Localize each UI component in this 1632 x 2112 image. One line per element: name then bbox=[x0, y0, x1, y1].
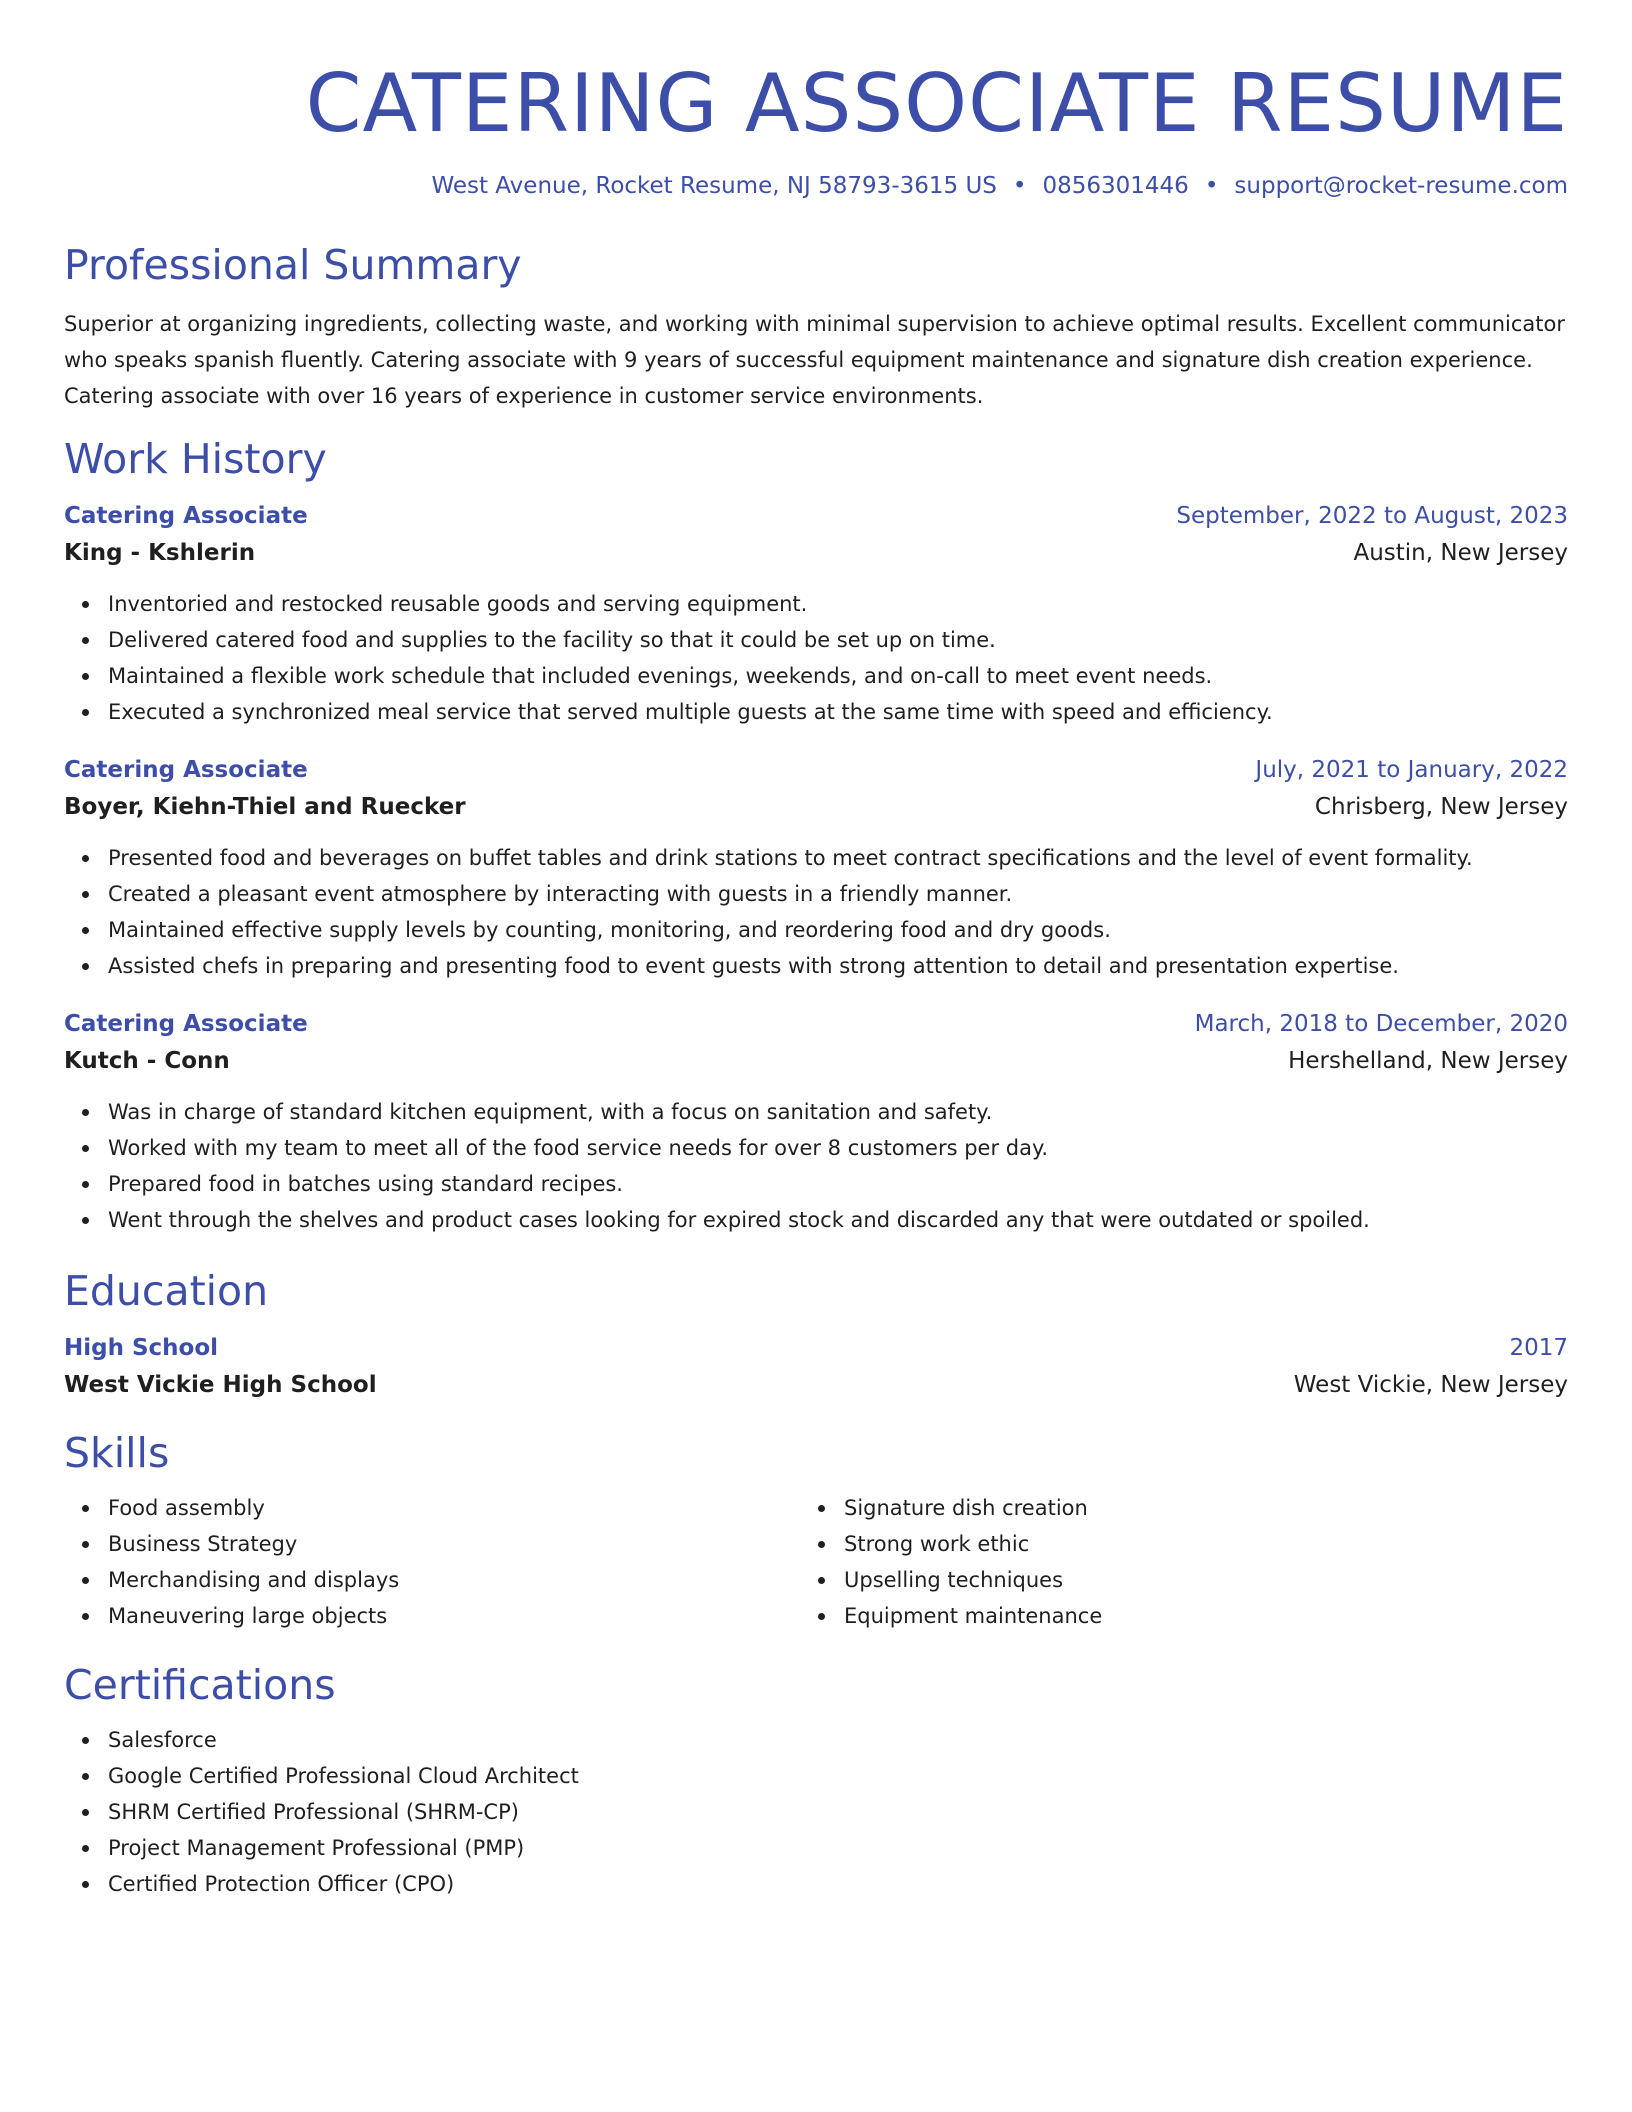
list-item: Certified Protection Officer (CPO) bbox=[64, 1866, 1568, 1902]
job-company: Boyer, Kiehn-Thiel and Ruecker bbox=[64, 794, 466, 820]
education-entry bbox=[64, 1330, 1568, 1404]
professional-summary-section bbox=[64, 240, 1568, 414]
job-bullets bbox=[64, 586, 1568, 730]
skills-columns bbox=[64, 1490, 1568, 1634]
job-location: Hershelland, New Jersey bbox=[1288, 1048, 1568, 1074]
list-item: Upselling techniques bbox=[800, 1562, 1536, 1598]
contact-separator: • bbox=[1204, 173, 1219, 199]
job-position: Catering Associate bbox=[64, 1011, 308, 1037]
list-item: Went through the shelves and product cases looking for expired stock and discarded any that were outdated or spoiled. bbox=[64, 1202, 1568, 1238]
education-header-row bbox=[64, 1330, 1568, 1366]
job-header-row bbox=[64, 752, 1568, 788]
job-company: Kutch - Conn bbox=[64, 1048, 230, 1074]
work-history-section bbox=[64, 434, 1568, 1238]
job-bullets bbox=[64, 840, 1568, 984]
job-company-row bbox=[64, 1042, 1568, 1080]
list-item: Was in charge of standard kitchen equipment, with a focus on sanitation and safety. bbox=[64, 1094, 1568, 1130]
section-title: Certifications bbox=[64, 1661, 336, 1709]
list-item: Equipment maintenance bbox=[800, 1598, 1536, 1634]
list-item: Salesforce bbox=[64, 1722, 1568, 1758]
certifications-list bbox=[64, 1722, 1568, 1902]
job-dates: July, 2021 to January, 2022 bbox=[1255, 757, 1568, 783]
summary-text: Superior at organizing ingredients, collecting waste, and working with minimal supervision to achieve optimal results. Excellent communicator who speaks spanish fluently. Catering associate with 9 years of successful equipment maintenance and signature dish creation experience. Catering associate with over 16 years of experience in customer service environments. bbox=[64, 312, 1565, 408]
job-entry bbox=[64, 498, 1568, 730]
list-item: Delivered catered food and supplies to the facility so that it could be set up on time. bbox=[64, 622, 1568, 658]
list-item: Executed a synchronized meal service that served multiple guests at the same time with speed and efficiency. bbox=[64, 694, 1568, 730]
job-bullets bbox=[64, 1094, 1568, 1238]
section-title: Professional Summary bbox=[64, 241, 522, 289]
job-dates: March, 2018 to December, 2020 bbox=[1194, 1011, 1568, 1037]
contact-separator: • bbox=[1012, 173, 1027, 199]
job-header-row bbox=[64, 1006, 1568, 1042]
resume-title: CATERING ASSOCIATE RESUME bbox=[305, 57, 1568, 150]
job-company: King - Kshlerin bbox=[64, 540, 256, 566]
list-item: Created a pleasant event atmosphere by interacting with guests in a friendly manner. bbox=[64, 876, 1568, 912]
list-item: Merchandising and displays bbox=[64, 1562, 800, 1598]
job-dates: September, 2022 to August, 2023 bbox=[1176, 503, 1568, 529]
list-item: SHRM Certified Professional (SHRM-CP) bbox=[64, 1794, 1568, 1830]
education-year: 2017 bbox=[1509, 1335, 1568, 1361]
section-title: Skills bbox=[64, 1429, 170, 1477]
education-section bbox=[64, 1266, 1568, 1404]
list-item: Strong work ethic bbox=[800, 1526, 1536, 1562]
list-item: Food assembly bbox=[64, 1490, 800, 1526]
resume-header bbox=[64, 56, 1568, 202]
education-location: West Vickie, New Jersey bbox=[1293, 1372, 1568, 1398]
list-item: Maneuvering large objects bbox=[64, 1598, 800, 1634]
section-title: Work History bbox=[64, 435, 327, 483]
job-entry bbox=[64, 1006, 1568, 1238]
list-item: Business Strategy bbox=[64, 1526, 800, 1562]
list-item: Project Management Professional (PMP) bbox=[64, 1830, 1568, 1866]
list-item: Signature dish creation bbox=[800, 1490, 1536, 1526]
job-position: Catering Associate bbox=[64, 757, 308, 783]
list-item: Inventoried and restocked reusable goods and serving equipment. bbox=[64, 586, 1568, 622]
list-item: Maintained a flexible work schedule that included evenings, weekends, and on-call to meet event needs. bbox=[64, 658, 1568, 694]
contact-address: West Avenue, Rocket Resume, NJ 58793-3615 US bbox=[431, 173, 997, 199]
job-company-row bbox=[64, 534, 1568, 572]
education-school: West Vickie High School bbox=[64, 1372, 377, 1398]
skills-section bbox=[64, 1428, 1568, 1634]
contact-line bbox=[64, 170, 1568, 202]
list-item: Google Certified Professional Cloud Architect bbox=[64, 1758, 1568, 1794]
job-location: Chrisberg, New Jersey bbox=[1314, 794, 1568, 820]
contact-phone: 0856301446 bbox=[1042, 173, 1189, 199]
list-item: Worked with my team to meet all of the food service needs for over 8 customers per day. bbox=[64, 1130, 1568, 1166]
job-company-row bbox=[64, 788, 1568, 826]
list-item: Prepared food in batches using standard recipes. bbox=[64, 1166, 1568, 1202]
list-item: Maintained effective supply levels by counting, monitoring, and reordering food and dry goods. bbox=[64, 912, 1568, 948]
skills-list-left bbox=[64, 1490, 800, 1634]
skills-list-right bbox=[800, 1490, 1536, 1634]
job-header-row bbox=[64, 498, 1568, 534]
certifications-section bbox=[64, 1660, 1568, 1902]
job-position: Catering Associate bbox=[64, 503, 308, 529]
contact-email[interactable]: support@rocket-resume.com bbox=[1234, 173, 1568, 199]
education-degree: High School bbox=[64, 1335, 219, 1361]
list-item: Presented food and beverages on buffet tables and drink stations to meet contract specifications and the level of event formality. bbox=[64, 840, 1568, 876]
list-item: Assisted chefs in preparing and presenting food to event guests with strong attention to detail and presentation expertise. bbox=[64, 948, 1568, 984]
section-title: Education bbox=[64, 1267, 269, 1315]
education-school-row bbox=[64, 1366, 1568, 1404]
job-entry bbox=[64, 752, 1568, 984]
job-location: Austin, New Jersey bbox=[1353, 540, 1568, 566]
